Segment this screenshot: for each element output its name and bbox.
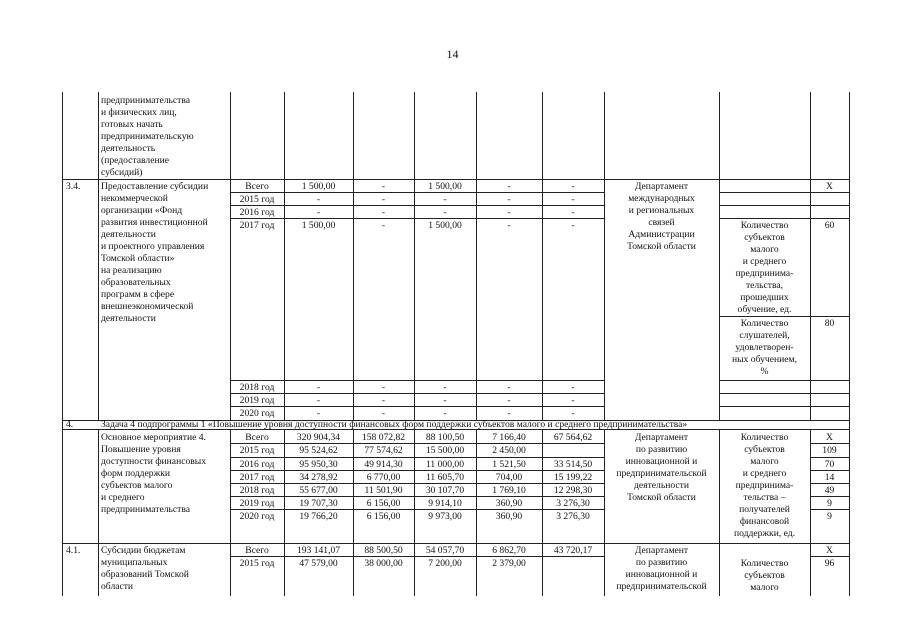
executor-line: инновационной и — [625, 569, 698, 580]
amount-total: 1 500,00 — [301, 220, 336, 231]
row-number: 4. — [66, 419, 74, 430]
year-label: 2018 год — [239, 485, 275, 496]
amount-regional: 30 107,70 — [425, 485, 465, 496]
executor-line: Департамент — [634, 181, 689, 192]
indicator-line: предпринима- — [735, 268, 794, 279]
task-title: Задача 4 подпрограммы 1 «Повышение уровня доступности финансовых форм поддержки субъектов малого и среднего предпринимательства» — [101, 419, 688, 430]
amount-regional: 11 000,00 — [425, 459, 465, 470]
amount-total: 320 904,34 — [296, 432, 341, 443]
amount-total: - — [316, 207, 321, 218]
indicator-value: 109 — [822, 445, 837, 456]
amount-federal: - — [381, 395, 386, 406]
amount-regional: - — [443, 207, 447, 218]
amount-regional: - — [443, 395, 447, 406]
year-label: 2020 год — [239, 408, 275, 419]
indicator-value: 80 — [824, 318, 835, 329]
indicator-line: обучение, ед. — [737, 304, 792, 315]
measure-name-line: Основное мероприятие 4. — [101, 432, 206, 443]
amount-total: 55 677,00 — [299, 485, 338, 496]
executor-line: инновационной и — [625, 456, 698, 467]
measure-name-line: и физических лиц, — [101, 107, 177, 118]
amount-extrabudget: - — [571, 207, 575, 218]
executor-line: предпринимательской — [616, 468, 707, 479]
amount-federal: 158 072,82 — [361, 432, 406, 443]
indicator-value: Х — [826, 181, 833, 192]
measure-name-line: деятельности — [101, 313, 156, 324]
amount-regional: 11 605,70 — [425, 472, 465, 483]
column-border — [230, 92, 231, 420]
amount-federal: - — [381, 382, 386, 393]
measure-name-line: и среднего — [101, 492, 145, 503]
indicator-line: удовлетворен- — [735, 342, 794, 353]
indicator-row-border — [719, 316, 850, 317]
executor-line: Департамент — [634, 432, 689, 443]
executor-line: Томской области — [627, 241, 696, 252]
year-label: 2015 год — [239, 558, 275, 569]
amount-local: - — [507, 395, 511, 406]
measure-name-line: доступности финансовых — [101, 456, 207, 467]
amount-total: 47 579,00 — [299, 558, 338, 569]
amount-extrabudget: - — [571, 194, 575, 205]
indicator-row-border — [719, 393, 850, 394]
amount-regional: 54 057,70 — [425, 545, 465, 556]
amount-local: - — [507, 220, 511, 231]
amount-extrabudget: 33 514,50 — [553, 459, 593, 470]
measure-name-line: (предоставление — [101, 155, 169, 166]
amount-extrabudget: - — [571, 408, 575, 419]
measure-name-line: муниципальных — [101, 557, 168, 568]
amount-local: 2 379,00 — [492, 558, 526, 569]
amount-federal: 49 914,30 — [364, 459, 403, 470]
indicator-row-border — [719, 380, 850, 381]
col-border-num — [98, 92, 99, 420]
amount-total: 95 524,62 — [299, 445, 338, 456]
year-label: Всего — [245, 432, 269, 443]
measure-name-line: образований Томской — [101, 569, 189, 580]
column-border — [414, 92, 415, 420]
indicator-line: малого — [750, 456, 779, 467]
amount-regional: 9 973,00 — [428, 511, 462, 522]
amount-extrabudget: - — [571, 382, 575, 393]
measure-name-line: области — [101, 581, 134, 592]
indicator-line: Количество — [740, 432, 789, 443]
amount-local: 7 166,40 — [492, 432, 526, 443]
amount-regional: 1 500,00 — [428, 220, 462, 231]
indicator-value: 70 — [824, 459, 835, 470]
amount-local: - — [507, 207, 511, 218]
executor-line: Департамент — [634, 545, 689, 556]
measure-name-line: предпринимательства — [101, 504, 191, 515]
amount-local: 704,00 — [495, 472, 523, 483]
indicator-line: тельства, — [745, 280, 784, 291]
indicator-line: Количество — [740, 220, 789, 231]
indicator-line: слушателей, — [739, 330, 790, 341]
indicator-value: 9 — [827, 498, 832, 509]
year-label: 2016 год — [239, 207, 275, 218]
indicator-line: получателей — [739, 504, 790, 515]
amount-extrabudget: - — [571, 220, 575, 231]
amount-regional: - — [443, 408, 447, 419]
amount-local: - — [507, 194, 511, 205]
amount-federal: - — [381, 194, 386, 205]
indicator-line: субъектов — [744, 232, 785, 243]
indicator-line: финансовой — [739, 516, 790, 527]
amount-total: - — [316, 408, 321, 419]
indicator-line: Количество — [740, 558, 789, 569]
row-border — [62, 179, 850, 180]
amount-local: - — [507, 382, 511, 393]
amount-extrabudget: - — [571, 181, 575, 192]
amount-regional: - — [443, 194, 447, 205]
measure-name-line: на реализацию — [101, 265, 162, 276]
indicator-line: и среднего — [742, 256, 787, 267]
amount-regional: 7 200,00 — [428, 558, 462, 569]
year-label: Всего — [245, 545, 269, 556]
indicator-line: субъектов — [744, 444, 785, 455]
year-label: Всего — [245, 181, 269, 192]
amount-total: 193 141,07 — [296, 545, 341, 556]
indicator-line: предпринима- — [735, 480, 794, 491]
measure-name-line: готовых начать — [101, 119, 163, 130]
amount-regional: 15 500,00 — [425, 445, 465, 456]
amount-total: 19 766,20 — [299, 511, 338, 522]
measure-name-line: деятельности — [101, 229, 156, 240]
amount-local: 360,90 — [495, 498, 523, 509]
indicator-line: поддержки, ед. — [733, 528, 796, 539]
amount-federal: 77 574,62 — [364, 445, 403, 456]
year-label: 2020 год — [239, 511, 275, 522]
measure-name-line: деятельность — [101, 143, 156, 154]
column-border — [284, 92, 285, 420]
measure-name-line: Субсидии бюджетам — [101, 545, 186, 556]
table-left-border — [62, 92, 63, 596]
amount-total: 95 950,30 — [299, 459, 338, 470]
measure-name-line: образовательных — [101, 277, 171, 288]
indicator-line: и среднего — [742, 468, 787, 479]
amount-total: 19 707,30 — [299, 498, 338, 509]
year-label: 2019 год — [239, 498, 275, 509]
row-border — [62, 543, 850, 544]
year-label: 2017 год — [239, 472, 275, 483]
indicator-value: Х — [826, 432, 833, 443]
amount-regional: 9 914,10 — [428, 498, 462, 509]
column-border — [353, 92, 354, 420]
amount-local: 6 862,70 — [492, 545, 526, 556]
indicator-row-border — [719, 406, 850, 407]
amount-total: - — [316, 194, 321, 205]
executor-line: международных — [628, 193, 695, 204]
measure-name-line: форм поддержки — [101, 468, 171, 479]
amount-total: 1 500,00 — [301, 181, 336, 192]
measure-name-line: Томской области» — [101, 253, 175, 264]
amount-local: 360,90 — [495, 511, 523, 522]
amount-regional: - — [443, 382, 447, 393]
amount-federal: 6 156,00 — [366, 511, 401, 522]
amount-extrabudget: 3 276,30 — [556, 511, 590, 522]
amount-local: - — [507, 408, 511, 419]
executor-line: связей — [648, 217, 675, 228]
amount-extrabudget: 12 298,30 — [553, 485, 593, 496]
year-label: 2015 год — [239, 194, 275, 205]
col-border-num — [98, 429, 99, 596]
measure-name-line: организации «Фонд — [101, 205, 183, 216]
indicator-line: ных обучением, — [732, 354, 797, 365]
column-border — [476, 92, 477, 420]
measure-name-line: и проектного управления — [101, 241, 205, 252]
indicator-line: малого — [750, 582, 779, 593]
amount-extrabudget: 15 199,22 — [553, 472, 593, 483]
executor-line: Администрации — [628, 229, 695, 240]
amount-federal: - — [381, 220, 386, 231]
amount-extrabudget: 67 564,62 — [553, 432, 593, 443]
year-label: 2016 год — [239, 459, 275, 470]
executor-line: Томской области — [627, 492, 696, 503]
measure-name-line: внешнеэкономической — [101, 301, 194, 312]
indicator-value: 14 — [824, 472, 835, 483]
measure-name-line: предпринимательства — [101, 95, 191, 106]
indicator-line: субъектов — [744, 570, 785, 581]
amount-extrabudget: - — [571, 395, 575, 406]
amount-extrabudget: 43 720,17 — [553, 545, 593, 556]
column-border — [810, 92, 811, 420]
amount-federal: - — [381, 181, 386, 192]
indicator-value: 49 — [824, 485, 835, 496]
measure-name-line: предпринимательскую — [101, 131, 194, 142]
indicator-line: тельства – — [743, 492, 786, 503]
amount-federal: 88 500,50 — [364, 545, 403, 556]
measure-name-line: субсидий) — [101, 167, 143, 178]
indicator-line: % — [760, 366, 769, 377]
executor-line: и региональных — [628, 205, 695, 216]
indicator-row-border — [719, 218, 850, 219]
amount-total: - — [316, 395, 321, 406]
value-row-border — [810, 457, 850, 458]
measure-name-line: программ в сфере — [101, 289, 175, 300]
indicator-line: прошедших — [740, 292, 789, 303]
column-border — [542, 92, 543, 420]
indicator-value: Х — [826, 545, 833, 556]
measure-name-line: Повышение уровня — [101, 444, 181, 455]
indicator-value: 9 — [827, 511, 832, 522]
executor-line: деятельности — [634, 480, 689, 491]
year-label: 2015 год — [239, 445, 275, 456]
amount-federal: 6 770,00 — [366, 472, 401, 483]
amount-local: - — [507, 181, 511, 192]
indicator-line: Количество — [740, 318, 789, 329]
executor-line: по развитию — [635, 557, 688, 568]
amount-regional: 1 500,00 — [428, 181, 462, 192]
indicator-line: малого — [750, 244, 779, 255]
measure-name-line: развития инвестиционной — [101, 217, 208, 228]
measure-name-line: субъектов малого — [101, 480, 173, 491]
amount-local: 1 521,50 — [492, 459, 526, 470]
amount-federal: - — [381, 408, 386, 419]
row-number: 4.1. — [66, 545, 81, 556]
amount-total: - — [316, 382, 321, 393]
indicator-row-border — [719, 205, 850, 206]
amount-federal: 38 000,00 — [364, 558, 403, 569]
row-number: 3.4. — [66, 181, 81, 192]
year-label: 2018 год — [239, 382, 275, 393]
amount-federal: 11 501,90 — [364, 485, 403, 496]
executor-line: по развитию — [635, 444, 688, 455]
amount-federal: 6 156,00 — [366, 498, 401, 509]
page-number: 14 — [446, 47, 459, 61]
amount-regional: 88 100,50 — [425, 432, 465, 443]
amount-federal: - — [381, 207, 386, 218]
amount-local: 2 450,00 — [492, 445, 526, 456]
executor-line: предпринимательской — [616, 581, 707, 592]
measure-name-line: некоммерческой — [101, 193, 168, 204]
column-border — [604, 92, 605, 420]
measure-name-line: Предоставление субсидии — [101, 181, 209, 192]
table-right-border — [849, 92, 850, 596]
amount-extrabudget: 3 276,30 — [556, 498, 590, 509]
amount-local: 1 769,10 — [492, 485, 526, 496]
indicator-value: 60 — [824, 220, 835, 231]
amount-total: 34 278,92 — [299, 472, 338, 483]
indicator-value: 96 — [824, 558, 835, 569]
year-label: 2017 год — [239, 220, 275, 231]
year-label: 2019 год — [239, 395, 275, 406]
year-row-border — [230, 457, 605, 458]
year-row-border — [230, 380, 605, 381]
